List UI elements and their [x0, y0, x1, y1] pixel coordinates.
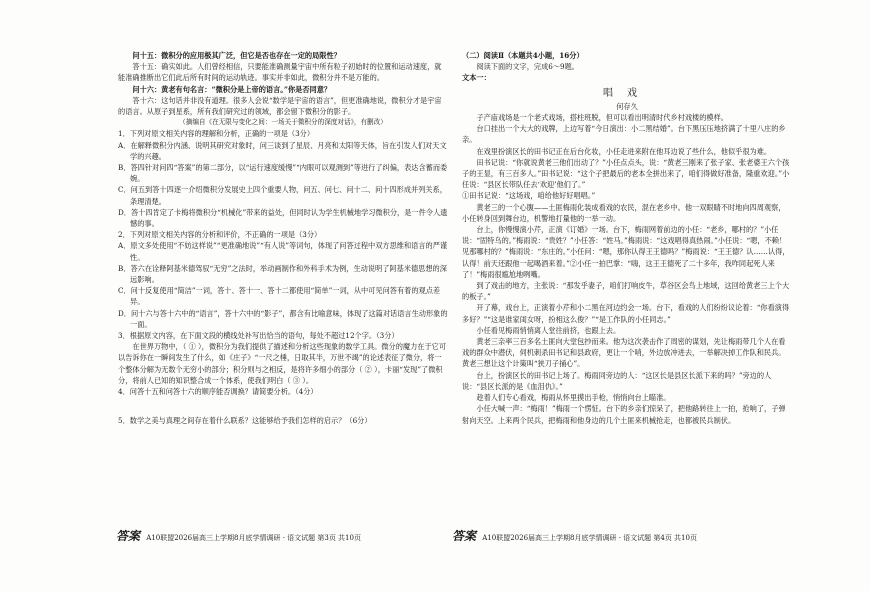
right-paragraph: 黄老三的一个心腹——土匪梅雨化装成看戏的农民，混在老乡中。他一双眼睛不时地向四周观察，小任转身回到舞台边，机警地打量他的一举一动。	[462, 202, 786, 223]
right-paragraph: 子产庙戏场是一个老式戏场，搭柱班脱，但可以看出明清时代乡村戏楼的模样。	[476, 113, 728, 123]
left-paragraph: C．问五到答十四逐一介绍微积分发展史上四个重要人物，问五、问七、问十二、问十四形成并列关系，条理清楚。	[118, 185, 447, 206]
left-paragraph: B．答四针对问四“答案”的第二部分，以“运行速度缓慢”“内眼可以观测到”等进行了纠偏，表达含蓄而委婉。	[118, 163, 448, 184]
right-paragraph: 黄老三亲率三百多名土匪向大堂包抄而来。他为这次袭击作了周密的谋划，先让梅雨带几个人在看戏的群众中潜伏，伺机刺杀田书记和县政府，更让一个哨，外边放冲进去，一举解决掉工作队和民兵。黄老三想让这个计策叫“狭刀子捅心”。	[462, 337, 786, 369]
left-paragraph: 5．数学之美与真理之间存在着什么联系？这能够给予我们怎样的启示？（6分）	[118, 416, 372, 426]
reading-instructions: 阅读下面的文字，完成6～9题。	[476, 62, 579, 72]
left-paragraph: C．问十反复使用“简洁”一词，答十、答十一、答十二都使用“简单”一词，从中可见问答有着的观点差异。	[118, 286, 441, 307]
left-paragraph	[118, 397, 448, 415]
left-paragraph: A．原文多处使用“不妨这样说”“更准确地说”“有人说”等词句，体现了问答过程中双方思维和语言的严谨性。	[118, 241, 448, 262]
left-paragraph: D．答十四肯定了卡梅将微积分“机械化”带来的益处，但同时认为学生机械地学习微积分，是一件令人遗憾的事。	[118, 207, 448, 229]
story-body	[462, 112, 792, 426]
page-3-column	[118, 50, 448, 427]
story-author: 何存久	[616, 101, 638, 111]
left-paragraph: 3．根据原文内容，在下面文段的横线处补写出恰当的语句，每处不超过12个字。（3分）	[118, 331, 399, 341]
right-paragraph: 田书记说：“你就说黄老三他们出动了？”小任点点头，说：“黄老三刚来了张子家、张老婆王六个孩子的王显，有三百多人。”田书记说：“这个子把最后的老本全拼出来了，咱们得做好准备，隆重欢迎。”小任说：“县区长带队任去‘欢迎’他们了。”	[462, 157, 790, 190]
footer-text: A10联盟2026届高三上学期8月底学情调研 · 语文试题 第3页 共10页	[146, 534, 361, 542]
brand-logo: 答案	[116, 529, 141, 543]
left-paragraph: 答十五：确实如此。人们曾经相信，只要能准确测量宇宙中所有粒子初始时的位置和运动速度，就能准确推断出它们此后所有时间的运动轨迹。事实并非如此，微积分并不是万能的。	[118, 62, 442, 83]
page-4-footer	[452, 527, 697, 544]
page-4-column	[462, 50, 792, 426]
right-paragraph: 台上，你慢慢演小芹，正演《订婚》一场。台下，梅雨网着前边的小任：“老乡，哪村的？”小任说：“固特乌的。”梅雨说：“贵姓？”小任答：“姓马。”梅雨说：“这戏唱得真热闹。”小任说：“嗯，不赖！见那哪村的？”梅雨说：“东庄的。”小任问：“嗯，那你认得王王德吗？”梅雨说：“王王德？认……认得，认得！前天还跟他一起喝酒来着。”②小任一拍巴掌：“嗨，这王王德死了二十多年，我咋同起死人来了！”梅雨很尴尬地咧嘴。	[462, 225, 790, 279]
right-paragraph: 台上，扮演区长的田书记上场了。梅雨同旁边的人：“这区长是县区长派下来的吗？”旁边的人说：“县区长派的是《血泪仇》。”	[462, 370, 772, 391]
right-paragraph: 开了幕，戏台上，正演着小芹和小二黑在河边约会一场。台下，看戏的人们纷纷议论着：“你看演得多好？”“这是谁家闺女呀，扮相这么俊？”“是工作队的小任同志。”	[462, 303, 790, 324]
section-heading: （二）阅读Ⅱ（本题共4小题，16分）	[462, 51, 584, 60]
left-paragraph: 1．下列对原文相关内容的理解和分析，正确的一项是（3分）	[118, 129, 315, 139]
right-paragraph: 小任看见梅雨悄悄离人堂往前挤，也跟上去。	[476, 325, 621, 335]
brand-logo: 答案	[452, 529, 477, 543]
left-paragraph: 问十六：黄老有句名言：“微积分是上帝的语言。”你是否同意？	[132, 84, 332, 94]
right-paragraph: 小任大喊一声：“梅雨！”梅雨一个愣怔。台下的乡亲们惊呆了，把他路转往上一拍，抢响了，子弹射向天空。上来两个民兵，把梅雨和他身边的几个土匪来机械抢走，也都被民兵制伏。	[462, 404, 786, 425]
story-title: 唱戏	[603, 87, 651, 99]
left-paragraph: D．问十六与答十六中的“语言”，答十六中的“影子”，都含有比喻意味，体现了这篇对话语言生动形象的一面。	[118, 308, 448, 329]
left-paragraph: 2．下列对原文相关内容的分析和评价，不正确的一项是（3分）	[118, 230, 322, 240]
left-paragraph: A．在解释微积分内涵、说明其研究对象时，问三谈到了星辰、月亮和太阳等天体，旨在引发人们对天文学的兴趣。	[118, 140, 447, 161]
left-paragraph: 问十五：微积分的应用极其广泛，但它是否也存在一定的局限性？	[132, 51, 341, 60]
text-label: 文本一：	[462, 73, 491, 83]
left-paragraph: （摘编自《在无限与变化之间：一场关于微积分的深度对话》，有删改）	[179, 118, 387, 127]
left-paragraph: B．答六在诠释阿基米德驾驭“无穷”之法时，举动画制作和外科手术为例，生动说明了阿基米德思想的深远影响。	[118, 263, 447, 285]
page-3-footer	[116, 527, 361, 544]
right-paragraph: 在戏里扮演区长的田书记正在后台化妆，小任走进来附在他耳边说了些什么，他似乎很为难。	[476, 146, 772, 156]
left-paragraph: 4．问答十五和问答十六的顺序能否调换？请简要分析。（4分）	[118, 387, 318, 397]
right-paragraph: 到了戏击的地方，主张说：“那发乎妻子，咱们打响皮牛，草谷区会鸟上地域，这回给黄老三上个大的板子。”	[462, 281, 790, 302]
footer-text: A10联盟2026届高三上学期8月底学情调研 · 语文试题 第4页 共10页	[482, 534, 697, 542]
right-paragraph: ①田书记说：“这场戏，咱给他好好唱唱。”	[462, 191, 596, 201]
right-paragraph: 趁着人们专心看戏，梅雨从怀里摸出手枪，悄悄向台上瞄准。	[476, 393, 671, 403]
left-paragraph: 答十六：这句话并非没有道理。很多人会说“数学是宇宙的语言”，但更准确地说，微积分才是宇宙的语言。从原子到星系，所有我们研究过的领域，都会留下微积分的影子。	[118, 95, 442, 117]
left-paragraph: 在世界万物中，（ ① ），微积分为我们提供了描述和分析这些现象的数学工具。微分的魔力在于它可以告诉你在一瞬间发生了什么，如《庄子》“一尺之棰，日取其半，万世不竭”的论述表征了微分，将一个整体分解为无数个无穷小的部分；积分则与之相反，是将许多细小的部分（ ② ），卡丽“发现”了微积分，将前人已知的知识整合成一个体系，使我们明白（ ③ ）。	[118, 342, 447, 385]
right-paragraph: 台口挂出一个大大的戏牌，上边写着“今日演出：小二黑结婚”。台下黑压压地挤满了十里八庄的乡亲。	[462, 124, 786, 145]
